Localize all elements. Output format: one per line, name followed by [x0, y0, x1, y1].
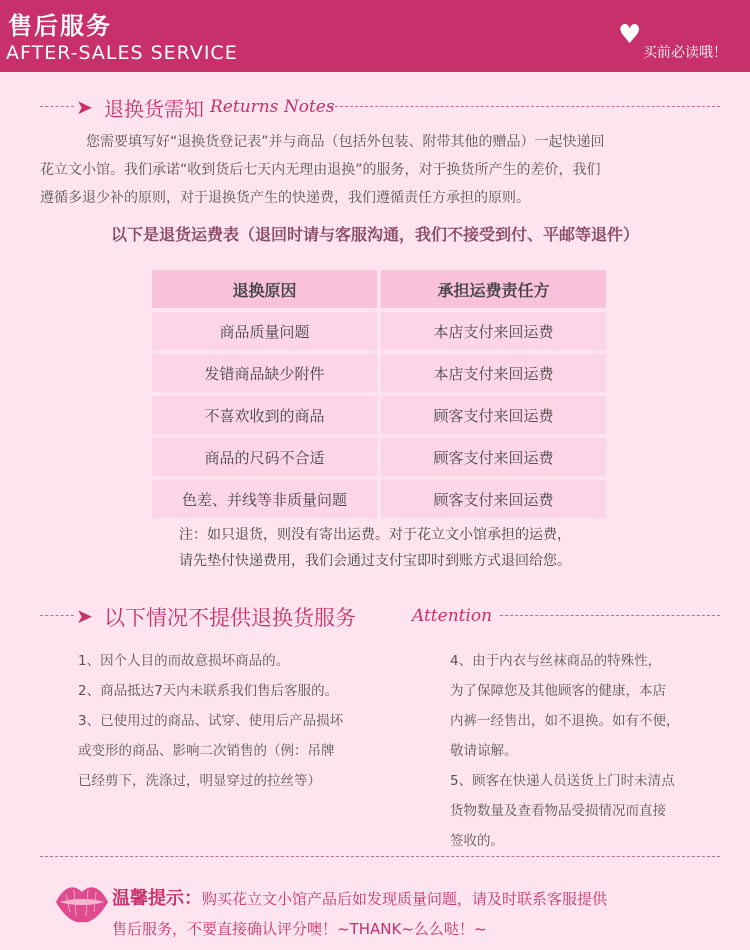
divider	[40, 615, 74, 616]
tip-text: 售后服务，不要直接确认评分噢！~THANK~么么哒！~	[112, 920, 487, 938]
returns-title: 退换货需知	[104, 97, 204, 121]
divider	[40, 856, 720, 857]
table-cell: 发错商品缺少附件	[152, 354, 377, 392]
table-cell: 商品的尺码不合适	[152, 438, 377, 476]
returns-paragraph	[40, 128, 720, 212]
list-item: 为了保障您及其他顾客的健康，本店	[450, 683, 666, 699]
table-row	[152, 312, 606, 350]
table-header-cell: 承担运费责任方	[381, 270, 606, 308]
header-title-en: AFTER-SALES SERVICE	[6, 42, 238, 64]
exclusions-list-right	[450, 646, 740, 856]
tip-label: 温馨提示：	[112, 888, 202, 909]
list-item: 2、商品抵达7天内未联系我们售后客服的。	[78, 683, 339, 699]
list-item: 已经剪下，洗涤过，明显穿过的拉丝等）	[78, 773, 321, 789]
header-banner	[0, 0, 750, 72]
divider	[330, 106, 720, 107]
paragraph-line: 遵循多退少补的原则，对于退换货产生的快递费，我们遵循责任方承担的原则。	[40, 190, 530, 206]
returns-section-title	[40, 93, 720, 121]
exclusions-title-en: Attention	[412, 606, 493, 626]
header-title-cn: 售后服务	[8, 12, 112, 40]
returns-title-en: Returns Notes	[210, 97, 335, 117]
table-header-row	[152, 270, 606, 308]
note-line: 注：如只退货，则没有寄出运费。对于花立文小馆承担的运费，	[179, 527, 571, 543]
fee-note	[0, 522, 750, 574]
paragraph-line: 您需要填写好“退换货登记表”并与商品（包括外包装、附带其他的赠品）一起快递回	[86, 134, 605, 150]
table-cell: 本店支付来回运费	[381, 354, 606, 392]
arrow-icon: ➤	[76, 604, 93, 628]
list-item: 3、已使用过的商品、试穿、使用后产品损坏	[78, 713, 344, 729]
list-item: 敬请谅解。	[450, 743, 518, 759]
list-item: 或变形的商品、影响二次销售的（例：吊牌	[78, 743, 335, 759]
exclusions-list-left	[78, 646, 418, 796]
list-item: 5、顾客在快递人员送货上门时未清点	[450, 773, 675, 789]
table-cell: 本店支付来回运费	[381, 312, 606, 350]
tip-text: 购买花立文小馆产品后如发现质量问题，请及时联系客服提供	[202, 890, 608, 908]
lips-icon	[52, 876, 112, 930]
divider	[500, 615, 720, 616]
table-cell: 不喜欢收到的商品	[152, 396, 377, 434]
table-cell: 顾客支付来回运费	[381, 396, 606, 434]
table-cell: 色差、并线等非质量问题	[152, 480, 377, 518]
heart-icon: ♥	[618, 20, 642, 50]
fee-table	[148, 266, 610, 522]
exclusions-section-title	[40, 602, 720, 630]
table-cell: 顾客支付来回运费	[381, 480, 606, 518]
warm-tip	[112, 884, 732, 944]
table-row	[152, 354, 606, 392]
table-row	[152, 438, 606, 476]
table-header-cell: 退换原因	[152, 270, 377, 308]
arrow-icon: ➤	[76, 95, 93, 119]
list-item: 签收的。	[450, 833, 504, 849]
must-read-label: 买前必读哦！	[643, 45, 727, 61]
note-line: 请先垫付快递费用，我们会通过支付宝即时到账方式退回给您。	[179, 553, 571, 569]
list-item: 4、由于内衣与丝袜商品的特殊性，	[450, 653, 662, 669]
exclusions-title: 以下情况不提供退换货服务	[104, 606, 356, 630]
table-row	[152, 480, 606, 518]
divider	[40, 106, 74, 107]
table-row	[152, 396, 606, 434]
list-item: 货物数量及查看物品受损情况而直接	[450, 803, 666, 819]
table-cell: 顾客支付来回运费	[381, 438, 606, 476]
list-item: 内裤一经售出，如不退换。如有不便，	[450, 713, 680, 729]
fee-table-heading: 以下是退货运费表（退回时请与客服沟通，我们不接受到付、平邮等退件）	[110, 225, 639, 244]
paragraph-line: 花立文小馆。我们承诺“收到货后七天内无理由退换”的服务，对于换货所产生的差价，我们	[40, 162, 601, 178]
table-cell: 商品质量问题	[152, 312, 377, 350]
list-item: 1、因个人目的而故意损坏商品的。	[78, 653, 290, 669]
